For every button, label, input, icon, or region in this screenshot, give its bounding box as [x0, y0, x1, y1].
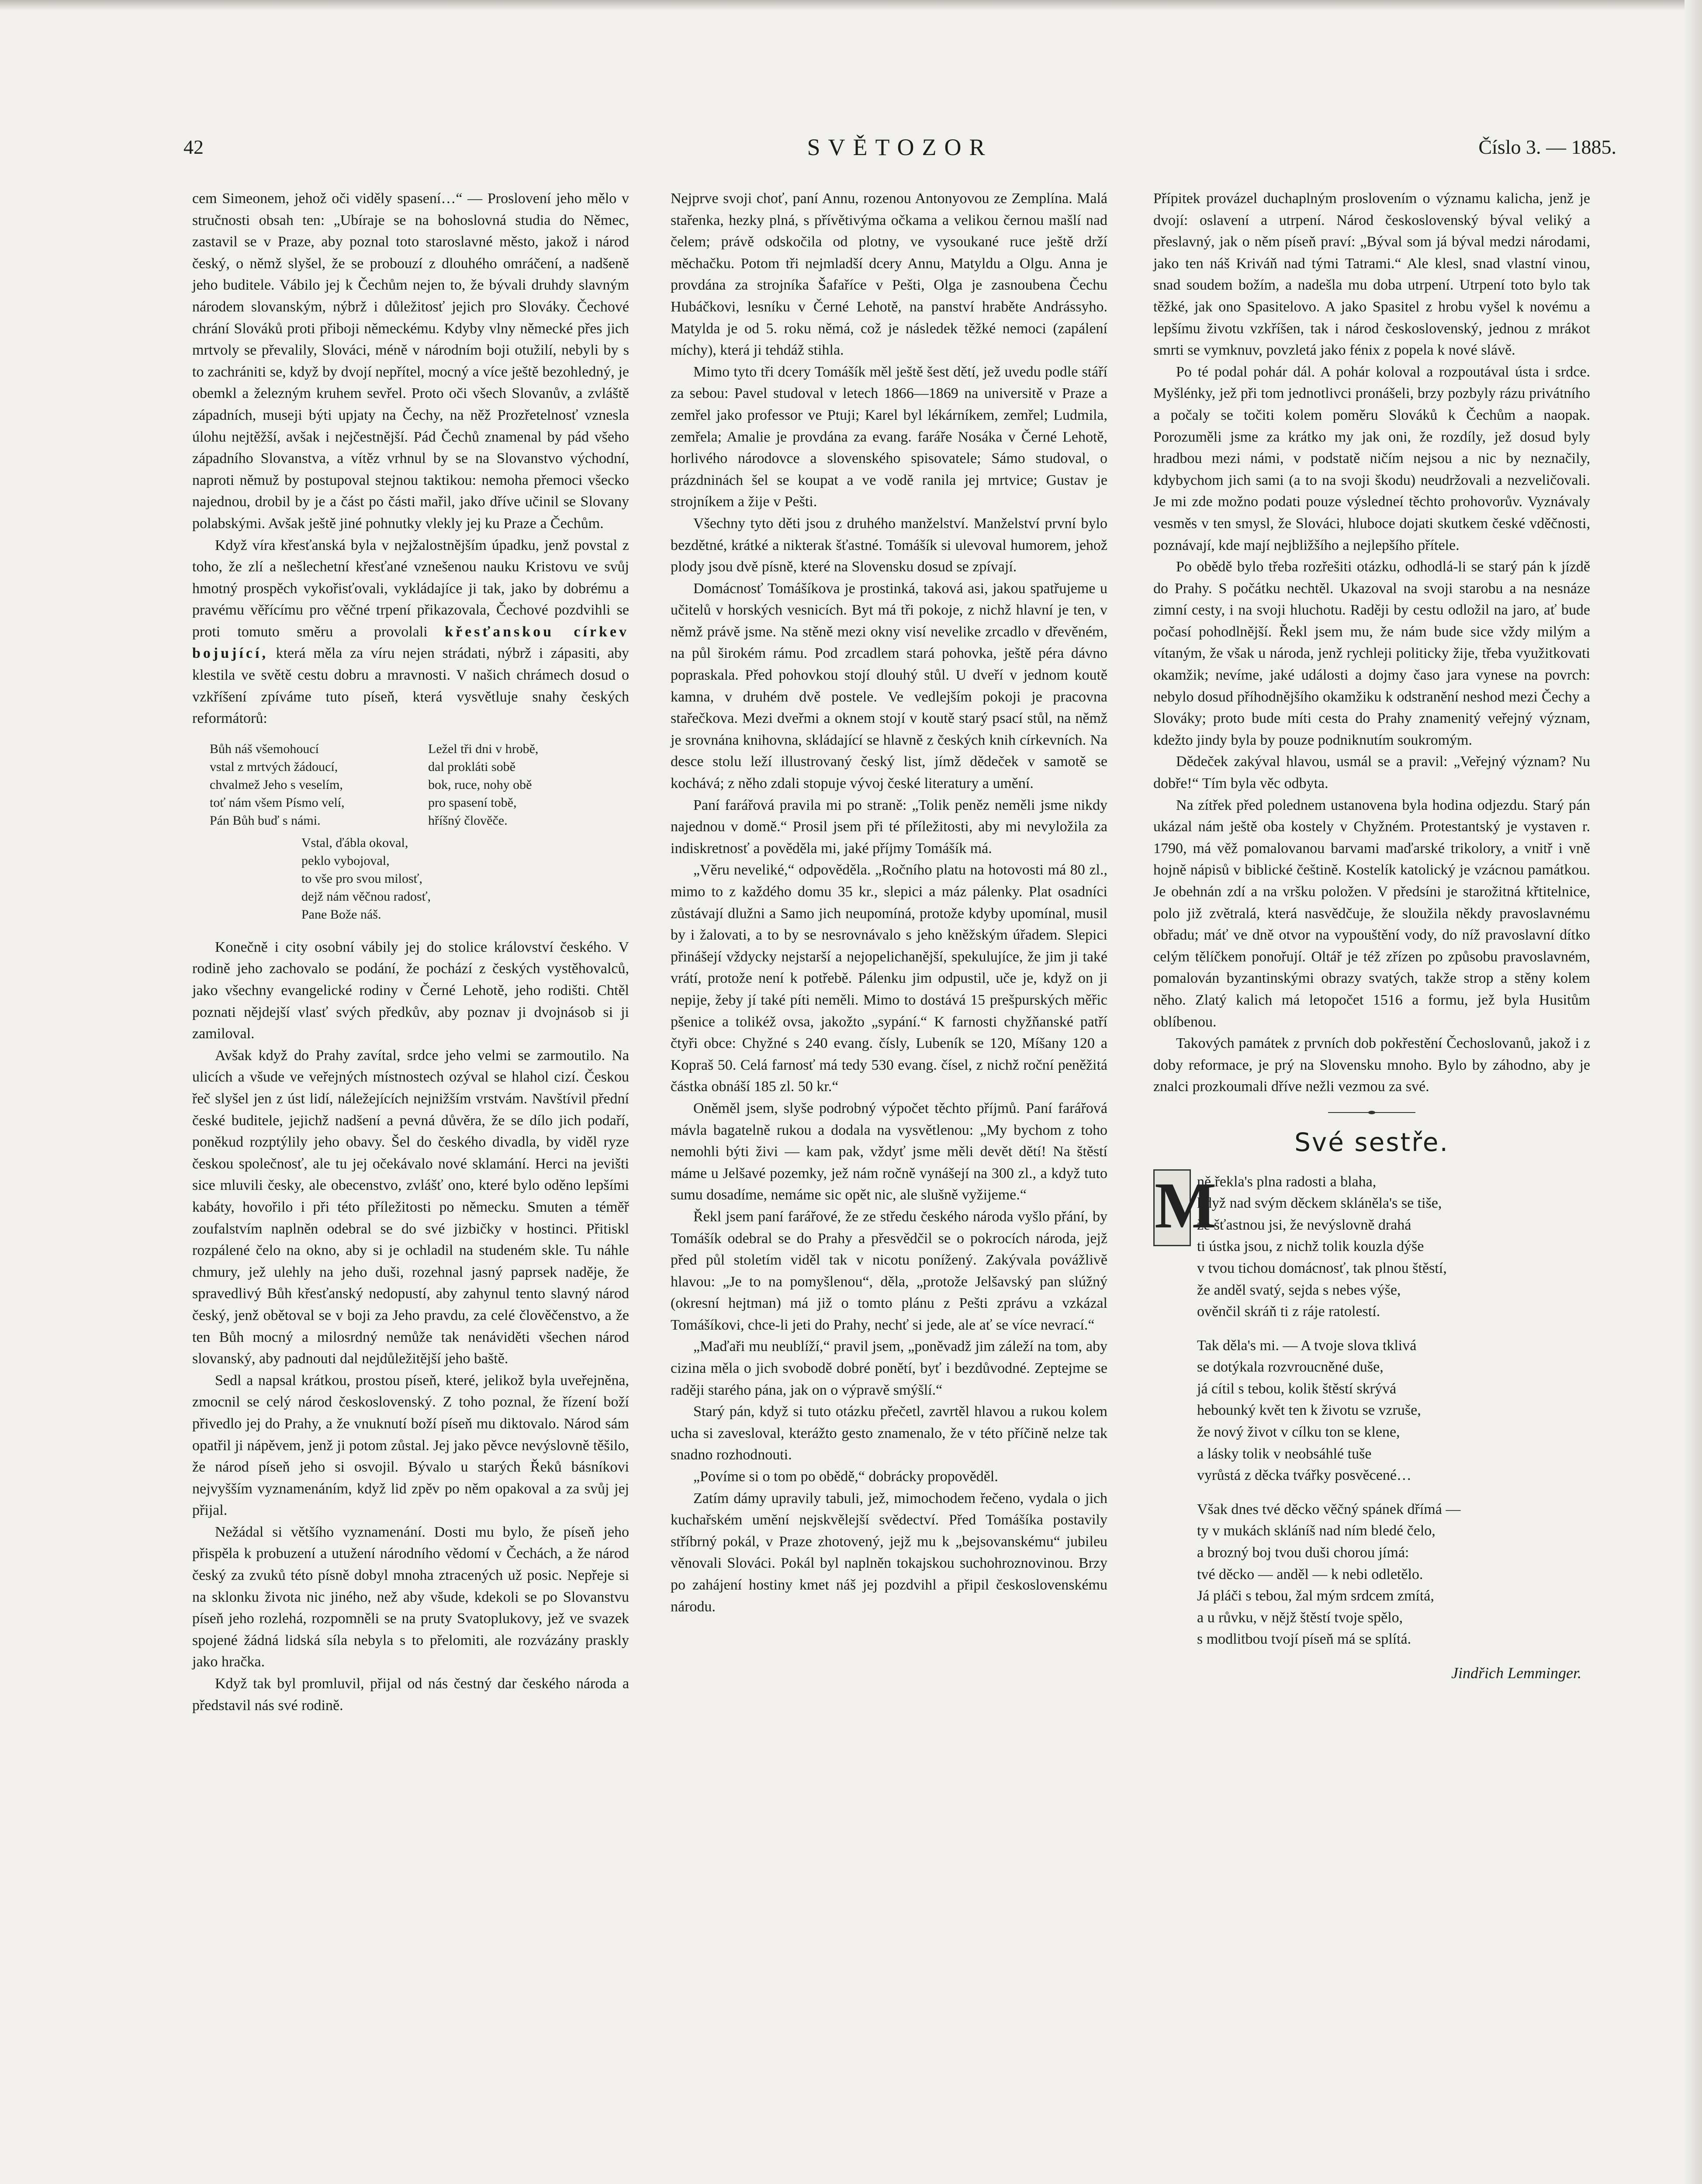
paragraph: cem Simeonem, jehož oči viděly spasení…“ — Proslovení jeho mělo v stručnosti obsah ten: „Ubíraje se na bohoslovná studia do Němec, zastavil se v Praze, aby poznal toto staroslavné město, jakož i národ český, o němž slyšel, že se probouzí z dlouhého omráčení, a nadšeně jeho buditele. Vábilo jej k Čechům nejen to, že bývali druhdy slavným národem slovanským, nýbrž i důležitosť jejich pro Slováky. Čechové chrání Slováků proti přiboji německému. Kdyby vlny německé přes jich mrtvoly se převalily, Slováci, méně v národním boji otužilí, nebyli by s to zachrániti se, když by dvojí nepřítel, mocný a více ještě bezohledný, je obemkl a železným kruhem sevřel. Proto oči všech Slovanův, a zvláště západních, museji býti upjaty na Čechy, na něž Prozřetelnosť vznesla úlohu nejtěžší, avšak i nejčestnější. Pád Čechů znamenal by pád všeho západního Slovanstva, a vítěz vrhnul by se na Slovanstvo východní, naproti němuž by postupoval stejnou taktikou: nemoha přemoci všecko najednou, drobil by je a část po části mařil, jako dříve učinil se Slovany polabskými. Avšak ještě jiné pohnutky vlekly jej ku Praze a Čechům. — [192, 190, 629, 532]
column-middle — [671, 188, 1107, 1617]
paragraph: Po obědě bylo třeba rozřešiti otázku, odhodlá-li se starý pán k jízdě do Prahy. S počátku nechtěl. Ukazoval na svoji starobu a na nesnáze zimní cesty, i na svoji hluchotu. Raději by cestu odložil na jaro, ať bude počasí pohodlnější. Řekl jsem mu, že nám bude sice vždy milým a vítaným, že však u národa, jenž rychleji politicky žije, třeba využitkovati okamžik; nevíme, jaké události a dojmy časo jara vynese na povrch: nebylo dosud příhodnějšího okamžiku k odstranění neshod mezi Čechy a Slováky; proto bude míti cesta do Prahy znamenitý veřejný význam, kdežto jindy byla by pouze podniknutím soukromým. — [1153, 559, 1590, 748]
paragraph: Přípitek provázel duchaplným proslovením o významu kalicha, jenž je dvojí: oslavení a utrpení. Národ československý býval veliký a přeslavný, jak o něm píseň praví: „Býval som já býval medzi národami, jako ten náš Kriváň nad tými Tatrami.“ Ale klesl, snad vlastní vinou, snad soudem božím, a nadešla mu doba utrpení. Utrpení toto bylo tak těžké, jak ono Spasitelovo. A jako Spasitel z hrobu vyšel k novému a lepšímu životu vzkříšen, tak i národ československý, jednou z mrákot smrti se vymknuv, povzletá jako fénix z popela k nové slávě. — [1153, 190, 1590, 359]
poem-line: Však dnes tvé děcko věčný spánek dřímá — — [1197, 1501, 1461, 1517]
paragraph: Starý pán, když si tuto otázku přečetl, zavrtěl hlavou a rukou kolem ucha si zavesloval, kterážto gesto znamenalo, že v této příčině nelze tak snadno rozhodnouti. — [671, 1403, 1107, 1463]
poem-line: když nad svým děckem skláněla's se tiše, — [1197, 1195, 1442, 1212]
paragraph: Takových památek z prvních dob pokřestění Čechoslovanů, jakož i z doby reformace, je prý na Slovensku mnoho. Bylo by záhodno, aby je znalci prozkoumali dříve nežli vezmou za své. — [1153, 1035, 1590, 1095]
page-top-shadow — [0, 0, 1702, 10]
verse-line: Pán Bůh buď s námi. — [210, 813, 321, 828]
verse-line: vstal z mrtvých žádoucí, — [210, 759, 338, 774]
paragraph: Avšak když do Prahy zavítal, srdce jeho velmi se zarmoutilo. Na ulicích a všude ve veřejných místnostech ozýval se hlahol cizí. Českou řeč slyšel jen z úst lidí, náležejících nejnižším vrstvám. Navštívil přední české buditele, jejichž nadšení a pevná důvěra, že se dílo jich podaří, poněkud rozptýlily jeho obavy. Šel do českého divadla, by viděl ryze českou společnosť, ale tu jej očekávalo nové sklamání. Herci na jevišti sice mluvili česky, ale obecenstvo, zvlášť ono, které bylo oděno lepšími kabáty, hovořilo i při této příležitosti po německu. Smuten a téměř zoufalstvím naplněn odebral se do své jizbičky v hostinci. Přitiskl rozpálené čelo na okno, aby si je ochladil na studeném skle. Tu náhle chmury, jež ulehly na jeho duši, rozehnal jasný paprsek naděje, že spravedlivý Bůh křesťanský nedopustí, aby zahynul tento slavný národ český, jenž obětoval se v boji za Jeho pravdu, za celé člověčenstvo, a že ten Bůh mocný a milosrdný nemůže tak nenáviděti všechen národ slovanský, aby padnouti dal nejdůležitější jeho baště. — [192, 1047, 629, 1367]
paragraph: Nežádal si většího vyznamenání. Dosti mu bylo, že píseň jeho přispěla k probuzení a utužení národního vědomí v Čechách, a že národ český za zvuků této písně dobyl mnoha ztracených už posic. Nepřeje si na sklonku života nic jiného, než aby všude, kdekoli se po Slovanstvu píseň jeho rozlehá, rozpomněli se na pruty Svatoplukovy, jež ve svazek spojené žádná lidská síla nebyla s to přelomiti, ale rozvázány praskly jako hračka. — [192, 1524, 629, 1670]
poem-line: se dotýkala rozvroucněné duše, — [1197, 1359, 1384, 1375]
poem-title: Své sestře. — [1294, 1127, 1449, 1157]
poem-line: ti ústka jsou, z nichž tolik kouzla dýše — [1197, 1238, 1424, 1255]
poem-line: já cítil s tebou, kolik štěstí skrývá — [1197, 1380, 1397, 1397]
poem-line: a lásky tolik v neobsáhlé tuše — [1197, 1445, 1372, 1462]
poem-line: s modlitbou tvojí píseň má se splítá. — [1197, 1631, 1411, 1648]
hymn-left-stanza — [210, 740, 393, 829]
poem-line: tvé děcko — anděl — k nebi odletělo. — [1197, 1566, 1423, 1583]
paragraph: „Věru neveliké,“ odpověděla. „Ročního platu na hotovosti má 80 zl., mimo to z každého domu 35 kr., slepici a máz pálenky. Plat osadníci zůstávají dlužni a Samo jich neupomíná, protože kdyby upomínal, musil by i žalovati, a to by se nesrovnávalo s jeho kněžským úřadem. Slepici přinášejí vždycky nejstarší a nejopelichanější, spekulujíce, že jim ji také vrátí, protože není k potřebě. Pálenku jim odpustil, uče je, když on ji nepije, žeby jí také píti neměli. Mimo to dostává 15 prešpurských měřic pšenice a tolikéž ovsa, jakožto „sypání.“ K farnosti chyžňanské patří čtyři obce: Chyžné s 240 evang. čísly, Lubeník se 120, Míšany 120 a Koprаš 50. Celá farnosť má tedy 530 evang. čísel, z nichž roční peněžitá částka obnáší 185 zl. 50 kr.“ — [671, 862, 1107, 1095]
verse-line: hříšný člověče. — [428, 813, 508, 828]
decorative-initial: M — [1153, 1169, 1191, 1246]
poem-line: že anděl svatý, sejda s nebes výše, — [1197, 1282, 1401, 1298]
verse-line: Bůh náš všemohoucí — [210, 741, 319, 756]
poem-line: ověnčil skráň ti z ráje ratolestí. — [1197, 1303, 1380, 1320]
paragraph-text: která měla za víru nejen strádati, nýbrž i zápasiti, aby klestila ve světě cestu dobru a mravnosti. V našich chrámech dosud o vzkříšení zpíváme tuto píseň, která vysvětluje snahy českých reformátorů: — [192, 645, 629, 727]
hymn-center-stanza — [301, 834, 629, 923]
paragraph — [192, 535, 629, 729]
paragraph: „Maďaři mu neublíží,“ pravil jsem, „poněvadž jim záleží na tom, aby cizina měla o jich svobodě dobré ponětí, byť i bezdůvodné. Zeptejme se raději starého pána, jak on o výpravě smýšlí.“ — [671, 1338, 1107, 1398]
poem-line: a u růvku, v nějž štěstí tvoje spělo, — [1197, 1609, 1403, 1626]
poem-line: Já pláči s tebou, žal mým srdcem zmítá, — [1197, 1588, 1434, 1604]
verse-line: peklo vybojoval, — [301, 853, 390, 868]
paragraph: Řekl jsem paní farářové, že ze středu českého národa vyšlo přání, by Tomášík odebral se do Prahy a přesvědčil se o pokrocích národa, jejž před půl stoletím viděl tak v nicotu ponížený. Zakývala povážlivě hlavou: „Je to na pomyšlenou“, děla, „protože Jelšavský pan slúžný (okresní hejtman) má již o tomto plánu z Pešti zprávu a vzkázal Tomášíkovi, chce-li jeti do Prahy, nechť si jede, ale ať se více nevrací.“ — [671, 1208, 1107, 1333]
section-divider — [1328, 1111, 1415, 1114]
paragraph: Zatím dámy upravily tabuli, jež, mimochodem řečeno, vydala o jich kuchařském umění nejskvělejší svědectví. Před Tomášíka postavily stříbrný pokál, v Praze zhotovený, jejž mu k „bejsovanskému“ jubileu věnovali Slováci. Pokál byl naplněn tokajskou suchohroznovinou. Brzy po zahájení hostiny kmet náš jej pozdvihl a připil československému národu. — [671, 1490, 1107, 1615]
verse-line: bok, ruce, nohy obě — [428, 777, 532, 792]
poem-stanza — [1197, 1335, 1590, 1486]
paragraph: Oněměl jsem, slyše podrobný výpočet těchto příjmů. Paní farářová mávla bagatelně rukou a dodala na vysvětlenou: „My bychom z toho nemohli býti živi — kam pak, vždyť jsme měli devět dětí! Na štěstí máme u Jelšavé pozemky, jež nám ročně vynášejí na 300 zl., a když tuto sumu dosadíme, nemáme sic opět nic, ale slušně vyžijeme.“ — [671, 1100, 1107, 1203]
page-number: 42 — [183, 136, 204, 158]
column-left — [192, 188, 629, 1716]
paragraph: Po té podal pohár dál. A pohár koloval a rozpoutával ústa i srdce. Myšlénky, jež při tom jednotlivci pronášeli, brzy pozbyly rázu privátního a počaly se točiti kolem poměru Slováků k Čechům a naopak. Porozuměli jsme za krátko my jak oni, že rozdíly, jež dosud byly hradbou mezi námi, v podstatě ničím nejsou a nic by neznačily, kdybychom jich sami (a to na svoji škodu) neudržovali a nezveličovali. Je mi zde možno podati pouze výsledneí těchto prohovorův. Vyznávaly vesměs v ten smysl, že Slováci, hluboce dojati skutkem české vděčnosti, poznávají, kde mají nejbližšího a nejlepšího přítele. — [1153, 363, 1590, 553]
poem-line: vyrůstá z děcka tvářky posvěcené… — [1197, 1467, 1411, 1484]
verse-line: Ležel tři dni v hrobě, — [428, 741, 539, 756]
hymn-right-stanza — [428, 740, 612, 829]
paragraph: Konečně i city osobní vábily jej do stolice království českého. V rodině jeho zachovalo se podání, že pochází z českých vystěhovalců, jako všechny evangelické rodiny v Černé Lehotě, jeho rodišti. Chtěl poznati nějdejší vlasť svých předkův, aby poznav ji dvojnásob si ji zamiloval. — [192, 939, 629, 1042]
poem-line: Tak děla's mi. — A tvoje slova tklivá — [1197, 1337, 1417, 1354]
paragraph: Mimo tyto tři dcery Tomášík měl ještě šest dětí, jež uvedu podle stáří za sebou: Pavel studoval v letech 1866—1869 na universitě v Praze a zemřel jako professor ve Ptuji; Karel byl lékárníkem, zemřel; Ludmila, zemřela; Amalie je provdána za evang. faráře Nosáka v Černé Lehotě, horlivého národovce a slovenského spisovatele; Sámo studoval, o prázdninách šel se koupat a ve vodě ranila jej mrtvice; Gustav je strojníkem a žije v Pešti. — [671, 363, 1107, 510]
verse-line: chvalmež Jeho s veselím, — [210, 777, 343, 792]
page-binding-shadow — [1685, 0, 1702, 2184]
poem — [1153, 1171, 1590, 1684]
hymn-verse — [210, 740, 612, 829]
poem-line: ně řekla's plna radosti a blaha, — [1197, 1173, 1377, 1190]
poem-stanza — [1197, 1499, 1590, 1650]
poem-line: hebounký květ ten k životu se vzruše, — [1197, 1402, 1421, 1419]
journal-title: SVĚTOZOR — [807, 134, 993, 160]
verse-line: Vstal, ďábla okoval, — [301, 835, 408, 850]
verse-line: pro spasení tobě, — [428, 795, 517, 810]
issue-number: Číslo 3. — 1885. — [1478, 136, 1616, 158]
paragraph: „Povíme si o tom po obědě,“ dobrácky propověděl. — [693, 1469, 998, 1485]
paragraph: Když tak byl promluvil, přijal od nás čestný dar českého národa a představil nás své rodině. — [192, 1676, 629, 1714]
paragraph: Domácnosť Tomášíkova je prostinká, taková asi, jakou spatřujeme u učitelů v horských vesnicích. Byt má tři pokoje, z nichž hlavní je ten, v němž právě jsme. Na stěně mezi okny visí nevelike zrcadlo v dřevěném, na půl širokém rámu. Pod zrcadlem stará pohovka, ještě péra dávno popraskala. Před pohovkou stojí dlouhý stůl. U dveří v jednom koutě kamna, v druhém dvě postele. Ve vedlejším pokoji je pracovna stařečkova. Mezi dveřmi a oknem stojí v koutě starý psací stůl, na němž je srovnána knihovna, skládající se hlavně z českých knih církevních. Na desce stolu leží illustrovaný český list, jímž dědeček v samotě se kochává; z něho zdali stopuje vývoj české literatury a umění. — [671, 580, 1107, 792]
paragraph: Nejprve svoji choť, paní Annu, rozenou Antonyovou ze Zemplína. Malá stařenka, hezky plná, s přívětivýma očkama a velikou černou mašlí nad čelem; právě odskočila od plotny, ve vysoukané ruce ještě drží měchačku. Potom tři nejmladší dcery Annu, Matyldu a Olgu. Anna je provdána za strojníka Šafaříce v Pešti, Olga je zasnoubena Čechu Hubáčkovi, lesníku v Černé Lehotě, na panství hraběte Andrássyho. Matylda je od 5. roku němá, což je následek těžké nemoci (zapálení míchy), která ji tehdáž stihla. — [671, 190, 1107, 359]
verse-line: dejž nám věčnou radosť, — [301, 889, 431, 904]
poem-line: ty v mukách skláníš nad ním bledé čelo, — [1197, 1523, 1436, 1539]
verse-line: Pane Bože náš. — [301, 907, 381, 922]
emphasis-text: křesťanskou církev bojující, — [192, 623, 629, 662]
poem-author: Jindřich Lemminger. — [1451, 1664, 1581, 1682]
page-header — [183, 131, 1616, 166]
verse-line: to vše pro svou milosť, — [301, 871, 422, 886]
paragraph: Dědeček zakýval hlavou, usmál se a pravil: „Veřejný význam? Nu dobře!“ Tím byla věc odbyta. — [1153, 753, 1590, 792]
poem-line: že nový život v cílku ton se klene, — [1197, 1424, 1400, 1441]
poem-line: že šťastnou jsi, že nevýslovně drahá — [1197, 1216, 1411, 1233]
paragraph: Paní farářová pravila mi po straně: „Tolik peněz neměli jsme nikdy najednou v domě.“ Prosil jsem při té příležitosti, aby mi nevyložila za indiskretnosť a pověděla mi, jaké příjmy Tomášík má. — [671, 797, 1107, 857]
paragraph-text: Když víra křesťanská byla v nejžalostnějším úpadku, jenž povstal z toho, že zlí a nešlechetní křesťané vznešenou nauku Kristovu ve svůj hmotný prospěch vykořisťovali, vykládajíce ji tak, jako by dobrému a pravému věřícímu pro věčné trpení přikazovala, Čechové pozdvihli se proti tomuto směru a provolali — [192, 537, 629, 640]
verse-line: toť nám všem Písmo velí, — [210, 795, 345, 810]
column-right — [1153, 188, 1590, 1684]
poem-line: v tvou tichou domácnosť, tak plnou štěstí, — [1197, 1260, 1447, 1276]
verse-line: dal prokláti sobě — [428, 759, 515, 774]
poem-line: a brozný boj tvou duši chorou jímá: — [1197, 1545, 1409, 1561]
poem-stanza — [1197, 1171, 1590, 1323]
paragraph: Sedl a napsal krátkou, prostou píseň, které, jelikož byla uveřejněna, zmocnil se celý národ československý. Z toho poznal, že řízení boží přivedlo jej do Prahy, a že vnuknutí boží píseň mu diktovalo. Národ sám opatřil ji nápěvem, jenž ji potom zůstal. Jej jako pěvce nevýslovně těšilo, že národ píseň jeho si osvojil. Bývalo u starých Řeků básníkovi nejvyšším vyznamenáním, když lid zpěv po něm opakoval a za svůj jej přijal. — [192, 1372, 629, 1519]
paragraph: Všechny tyto děti jsou z druhého manželství. Manželství první bylo bezdětné, krátké a nikterak šťastné. Tomášík si ulevoval humorem, jehož plody jsou dvě písně, které na Slovensku dosud se zpívají. — [671, 515, 1107, 575]
paragraph: Na zítřek před polednem ustanovena byla hodina odjezdu. Starý pán ukázal nám ještě oba kostely v Chyžném. Protestantský je vystaven r. 1790, má věž pomalovanou barvami maďarské trikolory, a vnitř i vně hojně nápisů v biblické češtině. Kostelík katolický je vzácnou památkou. Je obehnán zdí a na vršku položen. V předsíni je starožitná křtitelnice, polo již zvětralá, která nasvědčuje, že sloužila někdy pravoslavnému obřadu; máť ve dně otvor na vypouštění vody, do níž pravoslavní dítko celým tělíčkem ponořují. Oltář je též zřízen po způsobu pravoslavném, pomalován byzantinskými obrazy svatých, takže strop a stěny kolem něho. Zlatý kalich má letopočet 1516 a formu, jež byla Husitům oblíbenou. — [1153, 797, 1590, 1030]
